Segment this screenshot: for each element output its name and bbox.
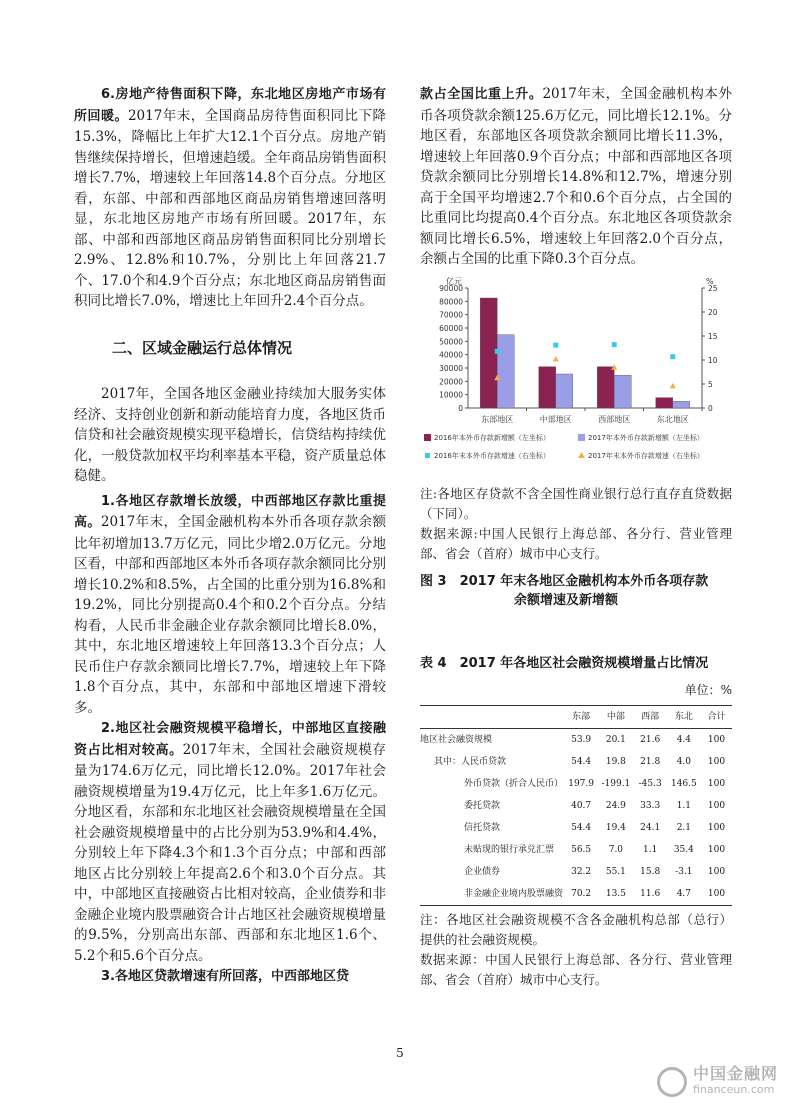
marker-2017-triangle bbox=[553, 356, 559, 362]
table-cell: 4.4 bbox=[676, 734, 692, 745]
deposit-chart-svg bbox=[420, 274, 732, 484]
bar-2016 bbox=[656, 397, 673, 407]
table-cell: 1.1 bbox=[676, 800, 692, 811]
table-cell: 33.3 bbox=[640, 800, 661, 811]
table-row-label: 委托贷款 bbox=[464, 800, 501, 811]
table-cell: 100 bbox=[707, 734, 726, 745]
right-column bbox=[420, 84, 732, 990]
paragraph-deposits bbox=[74, 491, 386, 719]
paragraph-heading: 2.地区社会融资规模平稳增长，中部地区直接融资占比相对较高。 bbox=[74, 721, 386, 758]
table-row bbox=[420, 795, 732, 817]
table-cell: 70.2 bbox=[564, 883, 598, 906]
table-cell: -3.1 bbox=[675, 866, 693, 877]
table-header-cell: 中部 bbox=[598, 705, 633, 728]
table-cell: 197.9 bbox=[568, 778, 594, 789]
table-cell: 56.5 bbox=[571, 844, 592, 855]
table-cell: 100 bbox=[707, 756, 726, 767]
table-note: 注：各地区社会融资规模不含各金融机构总部（总行）提供的社会融资规模。 bbox=[420, 911, 732, 947]
legend-swatch bbox=[425, 453, 430, 458]
bar-2016 bbox=[480, 298, 497, 408]
table-cell: 40.7 bbox=[571, 800, 592, 811]
legend-label: 2016年本外币存款新增额（左坐标） bbox=[434, 433, 550, 442]
section-heading: 二、区域金融运行总体情况 bbox=[112, 338, 293, 357]
deposit-chart bbox=[420, 274, 732, 484]
legend-swatch bbox=[578, 434, 585, 441]
y-axis-left-label: 亿元 bbox=[446, 276, 462, 286]
marker-2016-square bbox=[495, 348, 500, 353]
table-body bbox=[420, 728, 732, 905]
table-cell: 24.9 bbox=[605, 800, 626, 811]
legend-label: 2016年末本外币存款增速（右坐标） bbox=[434, 451, 550, 460]
table-cell: 21.8 bbox=[640, 756, 661, 767]
y-tick-label-left: 50000 bbox=[439, 336, 463, 346]
table-unit: 单位：% bbox=[684, 683, 732, 697]
table-header-cell: 东北 bbox=[667, 705, 701, 728]
table-cell: 19.8 bbox=[605, 756, 626, 767]
table-cell: -45.3 bbox=[638, 778, 662, 789]
y-tick-label-left: 30000 bbox=[439, 363, 463, 373]
y-axis-right-label: % bbox=[706, 276, 714, 286]
legend-label: 2017年本外币存款新增额（左坐标） bbox=[588, 433, 704, 442]
table-header-cell: 东部 bbox=[564, 705, 598, 728]
table-cell: 20.1 bbox=[605, 734, 626, 745]
x-tick-label: 中部地区 bbox=[539, 414, 572, 424]
table-cell: 100 bbox=[707, 822, 726, 833]
table-cell: 7.0 bbox=[608, 844, 624, 855]
table-cell: 19.4 bbox=[605, 822, 626, 833]
legend-swatch bbox=[424, 434, 431, 441]
table-cell: 2.1 bbox=[676, 822, 692, 833]
table-row-label: 企业债券 bbox=[464, 866, 501, 877]
table-cell: -199.1 bbox=[601, 778, 631, 789]
y-tick-label-left: 20000 bbox=[439, 376, 463, 386]
table-header-blank bbox=[420, 705, 564, 728]
financing-table bbox=[420, 705, 732, 906]
table-header-cell: 合计 bbox=[701, 705, 732, 728]
table-cell: 1.1 bbox=[642, 844, 658, 855]
table-cell: 15.8 bbox=[640, 866, 661, 877]
chart-note: 注:各地区存贷款不含全国性商业银行总行直存直贷数据（下同）。 bbox=[420, 485, 732, 521]
table-row bbox=[420, 728, 732, 751]
table-cell: 100 bbox=[707, 844, 726, 855]
table-row bbox=[420, 751, 732, 773]
table-row bbox=[420, 883, 732, 906]
marker-2017-triangle bbox=[670, 382, 676, 388]
table-row-label: 其中：人民币贷款 bbox=[434, 756, 507, 767]
y-tick-label-left: 0 bbox=[458, 403, 463, 413]
table-row-label: 信托贷款 bbox=[464, 822, 501, 833]
watermark-line2: financeun.com bbox=[692, 1083, 775, 1096]
paragraph-real-estate bbox=[74, 84, 386, 312]
table-cell: 54.4 bbox=[571, 822, 592, 833]
watermark-text bbox=[693, 1066, 778, 1098]
table-cell: 54.4 bbox=[571, 756, 592, 767]
table-row-label: 未贴现的银行承兑汇票 bbox=[464, 844, 555, 855]
table-source: 数据来源：中国人民银行上海总部、各分行、营业管理部、省会（首府）城市中心支行。 bbox=[420, 951, 732, 987]
legend-label: 2017年末本外币存款增速（右坐标） bbox=[588, 451, 704, 460]
bar-2016 bbox=[597, 366, 614, 407]
table-row bbox=[420, 839, 732, 861]
table-row bbox=[420, 817, 732, 839]
bar-2017 bbox=[614, 375, 631, 408]
table-row bbox=[420, 861, 732, 883]
figure-caption bbox=[420, 572, 732, 610]
legend-swatch bbox=[578, 452, 585, 458]
marker-2016-square bbox=[612, 342, 617, 347]
bar-2017 bbox=[556, 374, 573, 408]
table-cell: 35.4 bbox=[673, 844, 694, 855]
table-header-row bbox=[420, 705, 732, 728]
chart-source: 数据来源:中国人民银行上海总部、各分行、营业管理部、省会（首府）城市中心支行。 bbox=[420, 525, 732, 561]
paragraph-heading: 6.房地产待售面积下降，东北地区房地产市场有所回暖。 bbox=[74, 87, 386, 124]
y-tick-label-left: 80000 bbox=[439, 296, 463, 306]
y-tick-label-right: 20 bbox=[708, 307, 718, 317]
x-tick-label: 东部地区 bbox=[481, 414, 514, 424]
paragraph-heading: 3.各地区贷款增速有所回落，中西部地区贷 bbox=[101, 969, 349, 984]
table-cell: 100 bbox=[707, 800, 726, 811]
paragraph-text: 2017年末，全国社会融资规模存量为174.6万亿元，同比增长12.0%。2017年社会融资规模增量为19.4万亿元，比上年多1.6万亿元。分地区看，东部和东北地区社会融资规模增量在全国社会融资规模增量中的占比分别为53.9%和4.4%，分别较上年下降4.3个和1.3个百分点；中部和西部地区占比分别较上年提高2.6个和3.0个百分点。其中，中部地区直接融资占比相对较高，企业债券和非金融企业境内股票融资合计占地区社会融资规模增量的9.5%，分别高出东部、西部和东北地区1.6个、5.2个和5.6个百分点。 bbox=[74, 741, 386, 964]
x-tick-label: 西部地区 bbox=[598, 414, 631, 424]
watermark-line1: 中国金融网 bbox=[692, 1064, 778, 1083]
y-tick-label-right: 0 bbox=[708, 403, 713, 413]
paragraph-text: 2017年末，全国金融机构本外币各项贷款余额125.6万亿元，同比增长12.1%。分地区看，东部地区各项贷款余额同比增长11.3%，增速较上年回落0.9个百分点；中部和西部地区各项贷款余额同比分别增长14.8%和12.7%，增速分别高于全国平均增速2.7个和0.6个百分点，占全国的比重同比均提高0.4个百分点。东北地区各项贷款余额同比增长6.5%，增速较上年回落2.0个百分点，余额占全国的比重下降0.3个百分点。 bbox=[420, 86, 732, 267]
paragraph-heading: 款占全国比重上升。 bbox=[420, 87, 543, 102]
y-tick-label-right: 5 bbox=[708, 379, 713, 389]
marker-2016-square bbox=[553, 342, 558, 347]
table-header-cell: 西部 bbox=[634, 705, 667, 728]
paragraph-loans-start bbox=[74, 966, 386, 988]
table-cell: 32.2 bbox=[571, 866, 592, 877]
y-tick-label-left: 90000 bbox=[439, 283, 463, 293]
table-row-label: 地区社会融资规模 bbox=[420, 734, 493, 745]
table-cell: 55.1 bbox=[605, 866, 626, 877]
figure-caption-line2: 余额增速及新增额 bbox=[514, 592, 619, 608]
watermark bbox=[657, 1066, 778, 1098]
watermark-logo-icon bbox=[657, 1067, 687, 1097]
table-cell: 100 bbox=[707, 778, 726, 789]
paragraph-loans-cont bbox=[420, 84, 732, 270]
table-row-label: 外币贷款（折合人民币） bbox=[464, 778, 564, 789]
paragraph-heading: 1.各地区存款增长放缓，中西部地区存款比重提高。 bbox=[74, 493, 386, 530]
y-tick-label-left: 70000 bbox=[439, 310, 463, 320]
table-caption: 表 4 2017 年各地区社会融资规模增量占比情况 bbox=[420, 655, 709, 671]
paragraph-financing bbox=[74, 718, 386, 966]
paragraph-overview: 2017年，全国各地区金融业持续加大服务实体经济、支持创业创新和新动能培育力度，各地区货币信贷和社会融资规模实现平稳增长，信贷结构持续优化，一般贷款加权平均利率基本平稳，资产质量总体稳健。 bbox=[74, 386, 386, 484]
bar-2017 bbox=[497, 334, 514, 407]
y-tick-label-right: 10 bbox=[708, 355, 718, 365]
y-tick-label-left: 10000 bbox=[439, 390, 463, 400]
table-cell: 4.0 bbox=[676, 756, 692, 767]
table-cell: 21.6 bbox=[640, 734, 661, 745]
paragraph-text: 2017年末，全国商品房待售面积同比下降15.3%，降幅比上年扩大12.1个百分点。房地产销售继续保持增长，但增速趋缓。全年商品房销售面积增长7.7%，增速较上年回落14.8个百分点。分地区看，东部、中部和西部地区商品房销售增速回落明显，东北地区房地产市场有所回暖。2017年，东部、中部和西部地区商品房销售面积同比分别增长2.9%、12.8%和10.7%，分别比上年回落21.7个、17.0个和4.9个百分点；东北地区商品房销售面积同比增长7.0%，增速比上年回升2.4个百分点。 bbox=[74, 107, 386, 309]
table-cell: 53.9 bbox=[571, 734, 592, 745]
table-cell: 100 bbox=[707, 866, 726, 877]
table-cell: 11.6 bbox=[634, 883, 667, 906]
table-cell: 24.1 bbox=[640, 822, 661, 833]
y-tick-label-right: 25 bbox=[708, 283, 718, 293]
paragraph-text: 2017年末，全国金融机构本外币各项存款余额比年初增加13.7万亿元，同比少增2.0万亿元。分地区看，中部和西部地区本外币各项存款余额同比分别增长10.2%和8.5%，占全国的比重分别为16.8%和19.2%，同比分别提高0.4个和0.2个百分点。分结构看，人民币非金融企业存款余额同比增长8.0%，其中，东北地区增速较上年回落13.3个百分点；人民币住户存款余额同比增长7.7%，增速较上年下降1.8个百分点，其中，东部和中部地区增速下滑较多。 bbox=[74, 514, 386, 716]
table-cell: 100 bbox=[701, 883, 732, 906]
bar-2016 bbox=[539, 366, 556, 407]
page-number: 5 bbox=[396, 1046, 404, 1060]
y-tick-label-left: 60000 bbox=[439, 323, 463, 333]
table-cell: 146.5 bbox=[670, 778, 697, 789]
table-cell: 4.7 bbox=[667, 883, 701, 906]
left-column bbox=[74, 84, 386, 988]
y-tick-label-left: 40000 bbox=[439, 350, 463, 360]
y-tick-label-right: 15 bbox=[708, 331, 718, 341]
figure-caption-line1: 图 3 2017 年末各地区金融机构本外币各项存款 bbox=[420, 573, 709, 589]
bar-2017 bbox=[673, 401, 690, 408]
marker-2016-square bbox=[670, 354, 675, 359]
table-row-label: 非金融企业境内股票融资 bbox=[420, 883, 564, 906]
x-tick-label: 东北地区 bbox=[656, 414, 689, 424]
table-cell: 13.5 bbox=[598, 883, 633, 906]
table-row bbox=[420, 773, 732, 795]
